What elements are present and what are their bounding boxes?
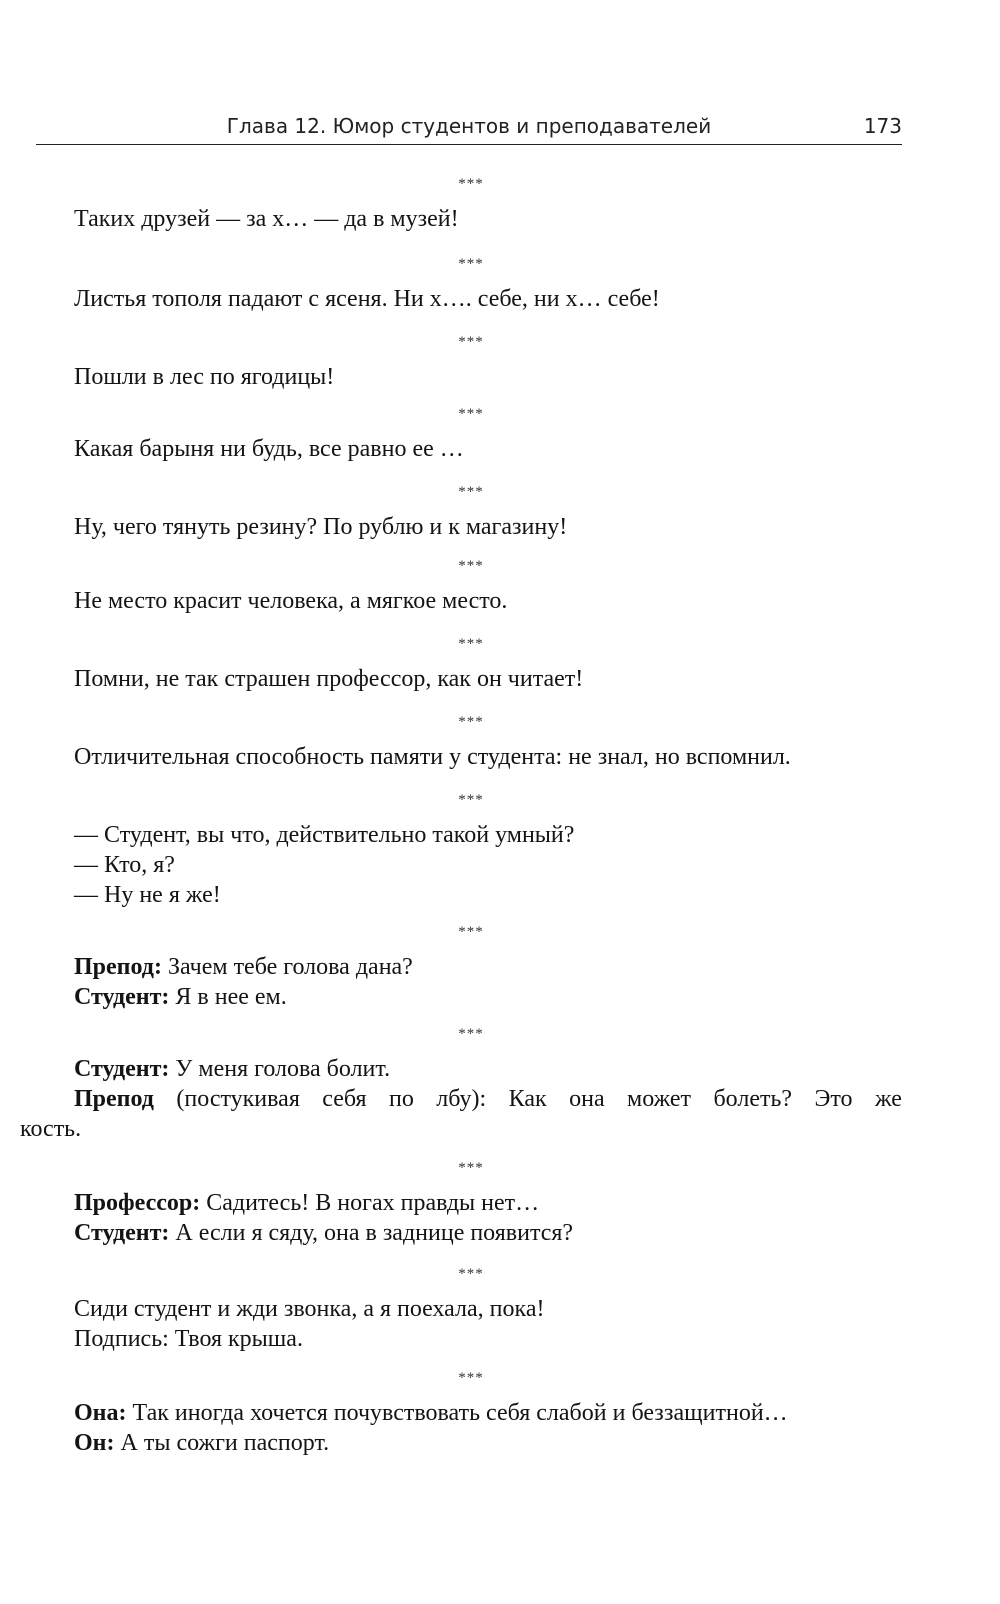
word: может [627, 1086, 692, 1112]
page-number: 173 [863, 114, 902, 138]
joke-text: Отличительная способность памяти у студента: не знал, но вспомнил. [74, 744, 791, 770]
joke-text: Подпись: Твоя крыша. [74, 1326, 303, 1352]
separator: *** [458, 924, 484, 940]
word: себя [322, 1086, 367, 1112]
speech: А ты сожги паспорт. [114, 1430, 330, 1456]
joke-text: Помни, не так страшен профессор, как он читает! [74, 666, 584, 692]
separator: *** [458, 406, 484, 422]
separator: *** [458, 1370, 484, 1386]
word: она [569, 1086, 605, 1112]
speaker: Он: [74, 1430, 115, 1456]
joke-text: Таких друзей — за х… — да в музей! [74, 206, 459, 232]
separator: *** [458, 792, 484, 808]
speaker: Она: [74, 1400, 127, 1426]
speaker: Препод [74, 1086, 154, 1112]
word: болеть? [713, 1086, 793, 1112]
separator: *** [458, 714, 484, 730]
continuation-line: кость. [20, 1116, 82, 1142]
word: лбу): [436, 1086, 487, 1112]
word: Как [508, 1086, 547, 1112]
joke-text: Сиди студент и жди звонка, а я поехала, пока! [74, 1296, 545, 1322]
speech: А если я сяду, она в заднице появится? [169, 1220, 574, 1246]
speech: Я в нее ем. [169, 984, 287, 1010]
speech: Зачем тебе голова дана? [161, 954, 413, 980]
speaker: Студент: [74, 984, 170, 1010]
word: Это [814, 1086, 853, 1112]
dialogue-line [74, 1220, 573, 1247]
dialogue-line [74, 954, 413, 981]
word: (постукивая [176, 1086, 300, 1112]
word: же [874, 1086, 902, 1112]
dialogue-line [74, 1400, 788, 1427]
dialogue-line [74, 1430, 329, 1457]
speaker: Студент: [74, 1220, 170, 1246]
joke-text: Пошли в лес по ягодицы! [74, 364, 335, 390]
dialogue-line: — Студент, вы что, действительно такой умный? [74, 822, 575, 848]
dialogue-line [74, 1190, 539, 1217]
dialogue-line: — Кто, я? [74, 852, 175, 878]
speech: Садитесь! В ногах правды нет… [200, 1190, 540, 1216]
joke-text: Листья тополя падают с ясеня. Ни х…. себе, ни х… себе! [74, 286, 660, 312]
separator: *** [458, 558, 484, 574]
separator: *** [458, 1026, 484, 1042]
dialogue-line [74, 984, 287, 1011]
separator: *** [458, 176, 484, 192]
chapter-title: Глава 12. Юмор студентов и преподавателей [226, 114, 712, 138]
speaker: Препод: [74, 954, 162, 980]
dialogue-line [74, 1056, 390, 1083]
speaker: Профессор: [74, 1190, 201, 1216]
separator: *** [458, 1160, 484, 1176]
justified-dialogue-line [74, 1086, 902, 1113]
speech: Так иногда хочется почувствовать себя слабой и беззащитной… [126, 1400, 788, 1426]
speech: У меня голова болит. [169, 1056, 391, 1082]
separator: *** [458, 256, 484, 272]
joke-text: Какая барыня ни будь, все равно ее … [74, 436, 464, 462]
separator: *** [458, 1266, 484, 1282]
separator: *** [458, 636, 484, 652]
page-header [36, 104, 902, 145]
word: по [388, 1086, 414, 1112]
separator: *** [458, 484, 484, 500]
joke-text: Не место красит человека, а мягкое место. [74, 588, 508, 614]
dialogue-line: — Ну не я же! [74, 882, 221, 908]
separator: *** [458, 334, 484, 350]
joke-text: Ну, чего тянуть резину? По рублю и к магазину! [74, 514, 568, 540]
speaker: Студент: [74, 1056, 170, 1082]
